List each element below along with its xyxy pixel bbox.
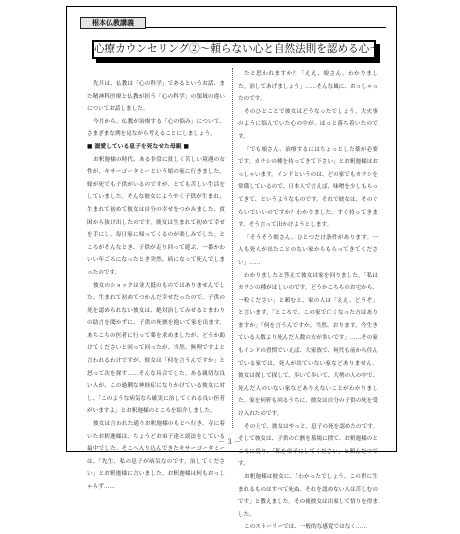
paragraph: 今月から、仏教が治療する「心の悩み」について、さまざまな例を見ながら考えることにしましょう。 [87,118,225,138]
section-heading: ■ 溺愛している息子を死なせた母親 ■ [87,143,189,150]
paragraph: そのひとことで彼女はどうなったでしょう。大火事のように悩んでいた心の中が、ほっと落ち着いたのです。 [238,108,378,140]
paragraph: お釈迦様の時代、ある非常に貧しく苦しい境遇の女性が、キサーゴータミーという娘の家に行きました。嫁が死でも子供がいるのですが、とても苦しい生活をしていました。そんな彼女にようやく子供が生まれ、生まれて初めて彼女は自分の幸せをつかみました。貧困から抜け出したのです。彼女は生まれて初めて幸せを手にし、毎日家に帰ってくるのが楽しみでした。ところがそんなとき、子供が走り回って遊ぶ、一番かわいい年ごろになったとき突然、病になって死んでしまったのです。 [87,156,225,276]
paragraph: 先月は、仏教は「心の科学」であるというお話、また精神科医療と仏教が担う「心の科学」の領域の違いについてお話しました。 [87,81,225,113]
right-column [238,68,378,531]
article-title: 心療カウンセリング②～頼らない心と自然法則を認める心～ [94,43,380,55]
series-label: 根本仏教講義 [80,17,146,29]
paragraph: たと思われますか？「ええ、娘さん、わかりました。治してあげましょう」……そんな風に、おっしゃったのです。 [238,71,378,103]
page-number: －３－ [218,438,242,446]
paragraph: 彼女は言われた通りお釈迦様のもとへ行き、寺に着いたお釈迦様は、ちょうどお弟子達と説法をしている最中でした。そこへ入り込んできたキサーゴータミーは、「先生、私の息子が病気なのです。治してください」とお釈迦様に言いました。お釈迦様は何もおっしゃらず…… [87,421,225,490]
paragraph: お釈迦様は彼女に、「わかったでしょう。この世に生まれるものはすべて死ぬ。それを認めない人は苦しむのです」と教えました。その後彼女は出家して悟りを得ました。 [238,474,378,518]
title-box [92,40,380,59]
column-divider [232,68,233,428]
paragraph: 彼女のショックは並大抵のものではありませんでした。生まれて初めてつかんだ幸せだったので、子供の死を認められない彼女は、絶対治してみせるとまわりの助言を聞かずに、子供の死骸を抱いて家を出ます。あちこちの医者に行って薬を求めましたが、どうか助けてくださいと回って回ったが、当然、無理ですよと言われるわけですが、彼女は「何を言うんですか」と怒って次を探す……そんな具合でした。ある親切な良い人が、この過剰な神経症になりかけている彼女に対し、「このような病気なら確実に治してくれる良い医者がいますよ」とお釈迦様のところを紹介しました。 [87,282,225,415]
paragraph: このストーリーでは、一般的な感覚ではなく…… [244,524,368,531]
paragraph: 「でも娘さん、治療するにはちょっとした薬が必要です。カラシの種を持ってきて下さい」とお釈迦様はおっしゃいます。インドというのは、どの家でもカラシを常備しているので、日本人で言えば、味噌を少しもらってきて、というようなものです。それで彼女は、そのぐらいでいいのですか？わかりました。すぐ持ってきます、そう言って出かけようとします。 [238,146,378,229]
paragraph: わかりましたと答えて彼女は家を回りました。「私はカラシの種がほしいのです。どうかこちらのお宅から、一粒ください」と頼むと、家の人は「ええ、どうぞ」と言います。「ところで、この家で亡くなった方はありますか」「何を言うんですか。当然、おります。今生きている人数より死んだ人数の方が多いです」……その家もインドの習慣でいえば、大家族で、何代も前から住んでいる家では、死人が出ていない家などありません。彼女は探して探して、歩いて歩いて、大勢の人の中で、死んだ人のいない家などありえないことがわかりました。家を何軒も回るうちに、彼女は自分の子供の死を受け入れたのです。 [238,272,378,418]
left-column [87,78,225,490]
header-rule [146,27,386,28]
paragraph: その上で、彼女はやっと、息子の死を認めたのです。そして彼女は、子供の亡骸を墓場に捨て、お釈迦様のところに戻り、「私を弟子にしてください」と頼んだのです。 [238,423,378,468]
paragraph: 「そうそう娘さん、ひとつだけ条件があります。一人も死人が出たことのない家からもらってきてください」…… [238,234,378,266]
